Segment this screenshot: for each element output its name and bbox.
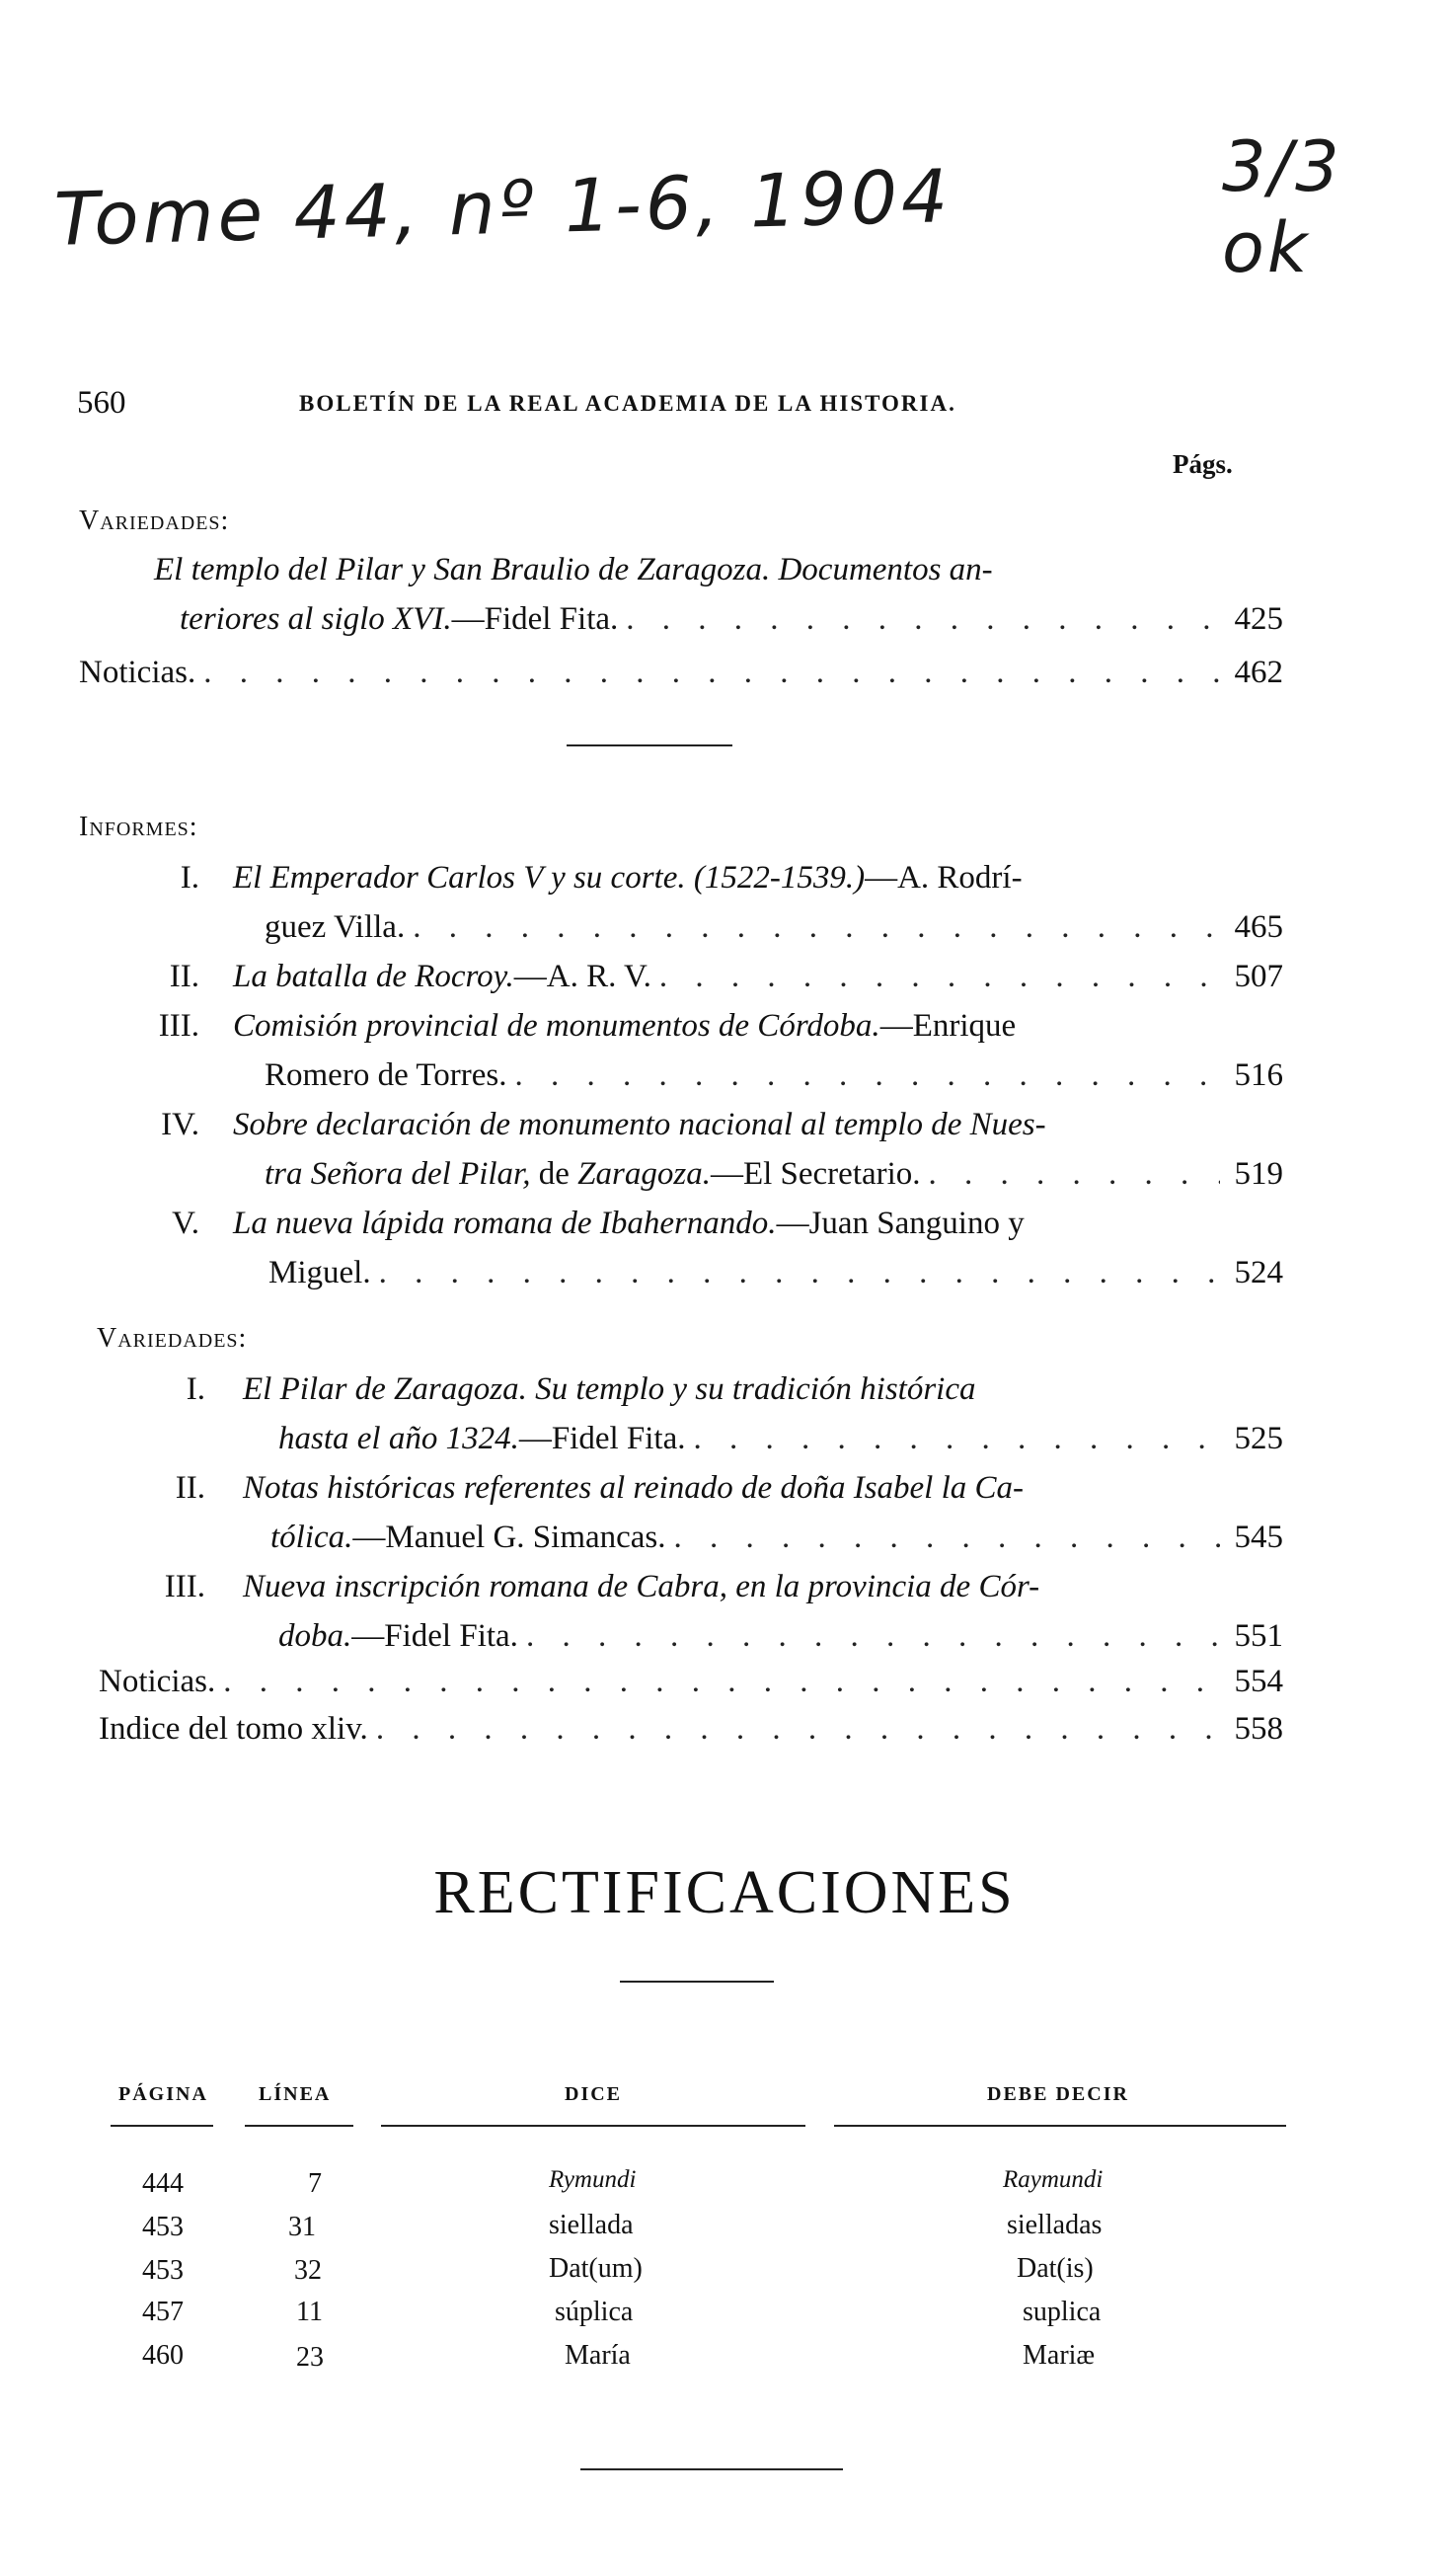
cell-linea: 7 [308, 2168, 322, 2199]
cell-dice: súplica [555, 2297, 634, 2327]
entry-author: —Fidel Fita. [451, 601, 619, 637]
rectificaciones-title: RECTIFICACIONES [433, 1859, 1016, 1926]
informe-line-2 [265, 1149, 1283, 1199]
dot-leader [223, 1657, 1220, 1706]
page-header [77, 385, 1281, 425]
noticias-label: Noticias. [99, 1664, 216, 1699]
noticias-page: 554 [1234, 1664, 1283, 1699]
dot-leader [694, 1414, 1220, 1463]
informe-line-1 [233, 952, 1283, 1001]
variedad-title-cont: doba. [278, 1618, 352, 1654]
handwritten-volume-note: Tome 44, nº 1-6, 1904 [53, 154, 953, 263]
cell-linea: 31 [288, 2212, 316, 2242]
informe-author-cont: guez Villa. [265, 909, 406, 945]
dot-leader [674, 1513, 1220, 1562]
informe-number: V. [172, 1206, 199, 1241]
cell-dice: Rymundi [549, 2166, 637, 2193]
cell-debe: Dat(is) [1017, 2253, 1094, 2284]
pages-column-label: Págs. [1173, 449, 1233, 479]
informe-author: —Juan Sanguino y [776, 1206, 1025, 1241]
cell-linea: 11 [296, 2297, 323, 2327]
entry-page: 425 [1234, 601, 1283, 637]
variedad-page: 545 [1234, 1520, 1283, 1555]
cell-debe: Mariæ [1023, 2340, 1096, 2371]
indice-label: Indice del tomo xliv. [99, 1711, 368, 1747]
dot-leader [376, 1704, 1220, 1754]
informe-title-joiner: de [530, 1156, 578, 1192]
variedad-title-cont: hasta el año 1324. [278, 1421, 519, 1456]
informe-title: La nueva lápida romana de Ibahernando. [233, 1206, 777, 1241]
dot-leader [929, 1149, 1220, 1199]
variedad-author: —Manuel G. Simancas. [352, 1520, 666, 1555]
variedad-author: —Fidel Fita. [518, 1421, 686, 1456]
dot-leader [659, 952, 1220, 1001]
informe-line-1: Sobre declaración de monumento nacional al templo de Nues- [233, 1107, 1046, 1142]
variedad-number: II. [175, 1470, 205, 1506]
entry-line-2 [180, 594, 1283, 644]
cell-dice: siellada [549, 2210, 634, 2240]
divider-rule [620, 1981, 774, 1983]
dot-leader [526, 1611, 1220, 1661]
section-title-informes: Informes: [79, 812, 198, 842]
cell-pagina: 444 [142, 2168, 184, 2199]
cell-linea: 32 [294, 2255, 322, 2286]
informe-number: I. [180, 860, 199, 896]
column-header-debe-decir: DEBE DECIR [987, 2083, 1129, 2105]
dot-leader [626, 594, 1220, 644]
informe-page: 524 [1234, 1255, 1283, 1290]
running-head: BOLETÍN DE LA REAL ACADEMIA DE LA HISTORIA. [299, 391, 956, 416]
cell-pagina: 453 [142, 2255, 184, 2286]
dot-leader [379, 1248, 1220, 1297]
section-title-variedades-1: Variedades: [79, 506, 230, 536]
indice-row [99, 1704, 1283, 1754]
informe-title: La batalla de Rocroy. [233, 959, 514, 994]
informe-number: III. [158, 1008, 199, 1044]
cell-pagina: 453 [142, 2212, 184, 2242]
informe-author-cont: Miguel. [268, 1255, 371, 1290]
variedad-page: 551 [1234, 1618, 1283, 1654]
informe-title-city: Zaragoza. [577, 1156, 711, 1192]
variedad-title-cont: tólica. [270, 1520, 353, 1555]
informe-line-1 [233, 1001, 1016, 1051]
informe-page: 516 [1234, 1057, 1283, 1093]
informe-title: El Emperador Carlos V y su corte. (1522-1539.) [233, 860, 866, 896]
variedad-number: III. [164, 1569, 205, 1604]
informe-author: —A. R. V. [513, 959, 651, 994]
cell-dice: Dat(um) [549, 2253, 643, 2284]
informe-line-2 [268, 1248, 1283, 1297]
noticias-row [99, 1657, 1283, 1706]
column-header-dice: DICE [565, 2083, 623, 2105]
dot-leader [413, 902, 1220, 952]
column-header-pagina: PÁGINA [118, 2083, 208, 2105]
header-underline [245, 2125, 353, 2127]
header-underline [834, 2125, 1286, 2127]
variedad-page: 525 [1234, 1421, 1283, 1456]
cell-debe: sielladas [1007, 2210, 1103, 2240]
noticias-row [79, 648, 1283, 697]
cell-debe: Raymundi [1003, 2166, 1104, 2193]
dot-leader [514, 1051, 1220, 1100]
variedad-line-2 [278, 1611, 1283, 1661]
informe-author: —Enrique [879, 1008, 1017, 1044]
variedad-line-2 [270, 1513, 1283, 1562]
informe-page: 465 [1234, 909, 1283, 945]
entry-line-1: El templo del Pilar y San Braulio de Zaragoza. Documentos an- [154, 552, 993, 587]
page-number: 560 [77, 385, 126, 421]
header-underline [111, 2125, 213, 2127]
cell-dice: María [565, 2340, 631, 2371]
indice-page: 558 [1234, 1711, 1283, 1747]
variedad-line-1: El Pilar de Zaragoza. Su templo y su tradición histórica [243, 1371, 976, 1407]
dot-leader [203, 648, 1220, 697]
section-title-variedades-2: Variedades: [97, 1323, 248, 1354]
informe-number: II. [169, 959, 199, 994]
noticias-label: Noticias. [79, 655, 196, 690]
entry-title-part: teriores al siglo XVI. [180, 601, 452, 637]
variedad-number: I. [186, 1371, 205, 1407]
divider-rule [580, 2468, 843, 2470]
variedad-author: —Fidel Fita. [351, 1618, 518, 1654]
informe-title-cont: tra Señora del Pilar, [265, 1156, 531, 1192]
informe-page: 519 [1234, 1156, 1283, 1192]
variedad-line-1: Notas históricas referentes al reinado de doña Isabel la Ca- [243, 1470, 1025, 1506]
informe-number: IV. [161, 1107, 199, 1142]
informe-line-1 [233, 1199, 1025, 1248]
informe-author: —El Secretario. [710, 1156, 921, 1192]
header-underline [381, 2125, 805, 2127]
informe-line-1 [233, 853, 1023, 902]
divider-rule [567, 744, 732, 746]
cell-linea: 23 [296, 2342, 324, 2373]
noticias-page: 462 [1234, 655, 1283, 690]
informe-line-2 [265, 902, 1283, 952]
column-header-linea: LÍNEA [259, 2083, 332, 2105]
cell-debe: suplica [1023, 2297, 1102, 2327]
informe-author: —A. Rodrí- [865, 860, 1023, 896]
informe-page: 507 [1234, 959, 1283, 994]
cell-pagina: 457 [142, 2297, 184, 2327]
variedad-line-2 [278, 1414, 1283, 1463]
handwritten-check-note: 3/3 ok [1222, 126, 1342, 288]
informe-title: Comisión provincial de monumentos de Córdoba. [233, 1008, 880, 1044]
cell-pagina: 460 [142, 2340, 184, 2371]
variedad-line-1: Nueva inscripción romana de Cabra, en la provincia de Cór- [243, 1569, 1040, 1604]
informe-author-cont: Romero de Torres. [265, 1057, 507, 1093]
informe-line-2 [265, 1051, 1283, 1100]
